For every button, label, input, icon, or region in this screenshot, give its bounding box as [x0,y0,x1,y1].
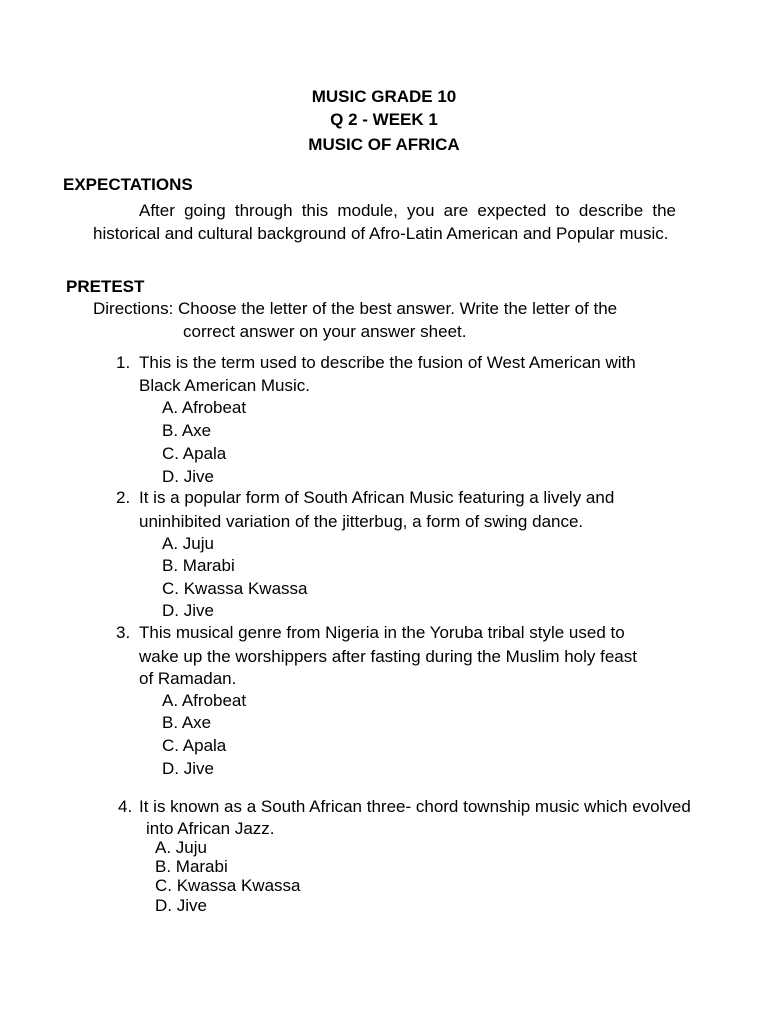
answer-option: B. Marabi [162,556,235,575]
answer-option: B. Marabi [155,857,228,876]
question-text-line: into African Jazz. [146,819,275,838]
directions-line-2: correct answer on your answer sheet. [183,322,467,341]
answer-option: A. Juju [155,838,207,857]
question-number: 1. [116,353,131,372]
answer-option: D. Jive [162,601,214,620]
week-title: Q 2 - WEEK 1 [330,110,438,129]
grade-title: MUSIC GRADE 10 [311,87,457,106]
module-title: MUSIC OF AFRICA [308,135,460,154]
answer-option: D. Jive [155,896,207,915]
answer-option: B. Axe [162,421,212,440]
question-text-line: of Ramadan. [139,669,237,688]
question-number: 3. [116,623,131,642]
question-text-line: Black American Music. [139,376,310,395]
expectations-heading: EXPECTATIONS [63,175,193,194]
answer-option: C. Kwassa Kwassa [155,876,301,895]
directions-line-1: Directions: Choose the letter of the best answer. Write the letter of the [93,299,618,318]
answer-option: A. Afrobeat [162,398,247,417]
question-text-line: This is the term used to describe the fusion of West American with [139,353,636,372]
answer-option: A. Juju [162,534,214,553]
answer-option: C. Apala [162,444,227,463]
question-text-line: This musical genre from Nigeria in the Yoruba tribal style used to [139,623,625,642]
answer-option: D. Jive [162,467,214,486]
answer-option: B. Axe [162,713,212,732]
expectations-text: After going through this module, you are expected to describe the historical and cultural background of Afro-Latin American and Popular music. [93,201,676,243]
question-text-line: wake up the worshippers after fasting during the Muslim holy feast [139,647,637,666]
pretest-heading: PRETEST [66,277,145,296]
question-text-line: uninhibited variation of the jitterbug, a form of swing dance. [139,512,584,531]
question-text-line: It is known as a South African three- chord township music which evolved [139,797,691,816]
question-number: 2. [116,488,131,507]
answer-option: A. Afrobeat [162,691,247,710]
question-text-line: It is a popular form of South African Music featuring a lively and [139,488,615,507]
answer-option: D. Jive [162,759,214,778]
answer-option: C. Apala [162,736,227,755]
question-number: 4. [118,797,133,816]
answer-option: C. Kwassa Kwassa [162,579,308,598]
